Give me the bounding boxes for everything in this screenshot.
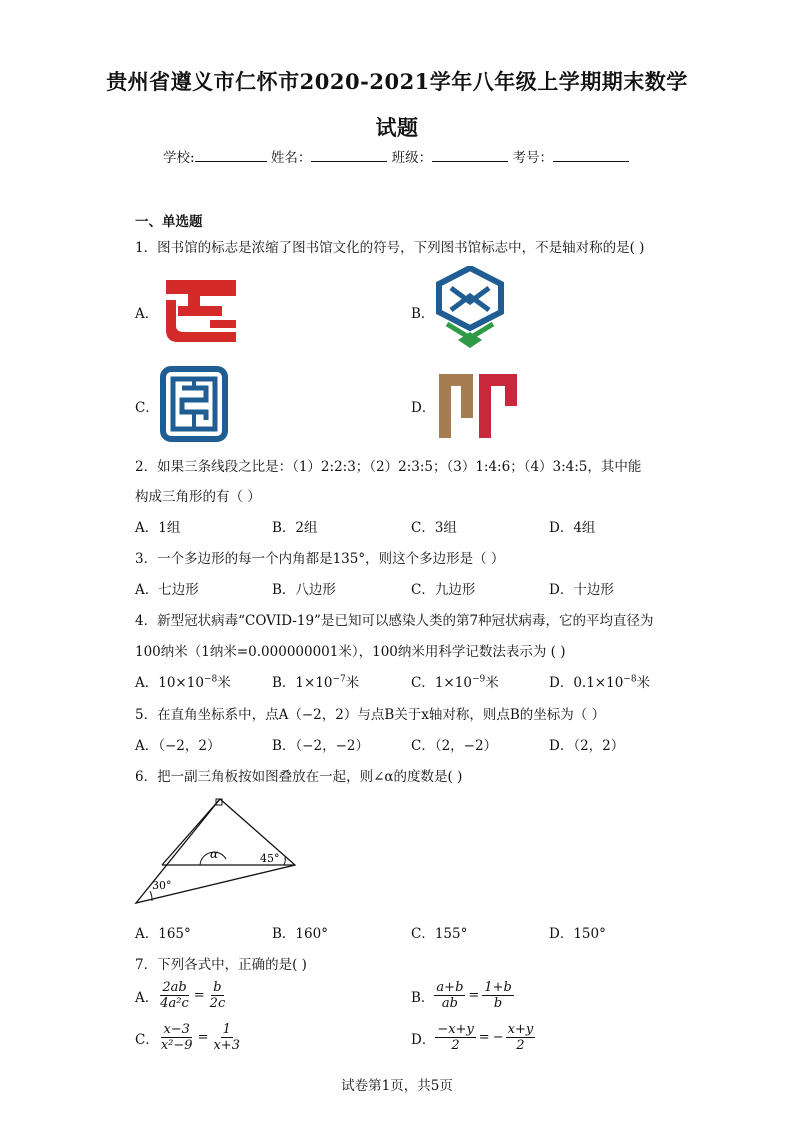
q7-option-d[interactable] <box>411 1022 535 1053</box>
q2-option-c[interactable]: C．3组 <box>411 520 457 536</box>
option-label: D． <box>549 675 574 691</box>
numerator: 1 <box>222 1022 231 1037</box>
question-7-text: 7．下列各式中，正确的是( ) <box>135 957 307 973</box>
option-label: B． <box>411 989 435 1006</box>
fraction-left <box>159 1022 195 1053</box>
option-base: 1×10 <box>434 675 472 691</box>
numerator: x+y <box>507 1022 534 1037</box>
numerator: 2ab <box>162 980 187 995</box>
angle-45-label: 45° <box>260 852 280 865</box>
question-6-text: 6．把一副三角板按如图叠放在一起，则∠α的度数是( ) <box>135 769 463 785</box>
school-label: 学校: <box>163 150 195 166</box>
option-exponent: −8 <box>203 674 218 685</box>
denominator: 2 <box>451 1038 460 1053</box>
denominator: 2 <box>516 1038 525 1053</box>
question-4-text-continued: 100纳米（1纳米=0.000000001米），100纳米用科学记数法表示为 ( ) <box>135 644 566 660</box>
section-heading: 一、单选题 <box>135 214 203 230</box>
q1-logo-a-red-icon <box>160 276 242 344</box>
equals-sign: = <box>478 1030 490 1045</box>
school-blank[interactable] <box>195 149 267 162</box>
option-label: C． <box>411 675 435 691</box>
exam-number-label: 考号： <box>512 150 553 166</box>
option-base: 0.1×10 <box>573 675 624 691</box>
q1-option-d-label: D． <box>411 400 436 416</box>
q6-triangle-figure <box>130 795 305 910</box>
q3-option-b[interactable]: B．八边形 <box>272 582 336 598</box>
class-label: 班级： <box>391 150 433 166</box>
fraction-right <box>211 1022 242 1053</box>
option-exponent: −7 <box>332 674 346 685</box>
numerator: x−3 <box>163 1022 190 1037</box>
option-unit: 米 <box>485 675 499 691</box>
q1-logo-d-open-book-icon <box>435 370 521 440</box>
equals-sign: = <box>468 988 480 1003</box>
fraction-left <box>435 1022 475 1053</box>
angle-30-label: 30° <box>152 879 172 892</box>
option-label: A． <box>135 675 159 691</box>
q6-option-b[interactable]: B．160° <box>272 926 328 942</box>
q3-option-a[interactable]: A．七边形 <box>135 582 199 598</box>
q5-option-c[interactable]: C．（2，−2） <box>411 738 498 754</box>
q6-option-d[interactable]: D．150° <box>549 926 606 942</box>
q7-option-b[interactable] <box>411 980 514 1011</box>
q7-option-a[interactable] <box>135 980 227 1011</box>
q5-option-b[interactable]: B．（−2，−2） <box>272 738 369 754</box>
numerator: b <box>213 980 222 995</box>
q2-option-d[interactable]: D．4组 <box>549 520 596 536</box>
q4-option-d[interactable] <box>549 671 650 691</box>
minus-sign: − <box>492 1030 504 1045</box>
question-5-text: 5．在直角坐标系中，点A（−2，2）与点B关于x轴对称，则点B的坐标为（ ） <box>135 707 606 723</box>
question-2-text: 2．如果三条线段之比是：（1）2:2:3；（2）2:3:5；（3）1:4:6；（4）3:4:5，其中能 <box>135 459 642 475</box>
q1-option-a-label: A． <box>135 306 159 322</box>
q2-option-b[interactable]: B．2组 <box>272 520 318 536</box>
q3-option-d[interactable]: D．十边形 <box>549 582 614 598</box>
exam-title: 贵州省遵义市仁怀市2020-2021学年八年级上学期期末数学 <box>106 69 688 94</box>
denominator: x²−9 <box>160 1038 193 1053</box>
option-label: B． <box>272 675 296 691</box>
class-blank[interactable] <box>432 149 508 162</box>
option-label: D． <box>411 1031 436 1048</box>
q7-option-c[interactable] <box>135 1022 242 1053</box>
numerator: −x+y <box>437 1022 474 1037</box>
option-label: C． <box>135 1031 159 1048</box>
denominator: ab <box>441 996 458 1011</box>
q2-option-a[interactable]: A．1组 <box>135 520 181 536</box>
fraction-left <box>434 980 465 1011</box>
q1-option-c-label: C． <box>135 400 159 416</box>
option-base: 1×10 <box>295 675 333 691</box>
denominator: 2c <box>209 996 226 1011</box>
option-exponent: −9 <box>471 674 486 685</box>
equals-sign: = <box>193 988 205 1003</box>
q1-logo-c-blue-icon <box>160 366 228 442</box>
q1-option-b-label: B． <box>411 306 435 322</box>
question-2-text-continued: 构成三角形的有（ ） <box>135 489 261 505</box>
option-label: A． <box>135 989 159 1006</box>
option-unit: 米 <box>217 675 231 691</box>
alpha-label: α <box>210 847 219 861</box>
q6-option-a[interactable]: A．165° <box>135 926 191 942</box>
option-unit: 米 <box>345 675 360 691</box>
q4-option-b[interactable] <box>272 671 359 691</box>
question-4-text: 4．新型冠状病毒“COVID-19”是已知可以感染人类的第7种冠状病毒，它的平均直径为 <box>135 613 654 629</box>
equals-sign: = <box>197 1030 209 1045</box>
fraction-left <box>158 980 191 1011</box>
numerator: a+b <box>436 980 464 995</box>
q5-option-a[interactable]: A．（−2，2） <box>135 738 221 754</box>
q4-option-a[interactable] <box>135 671 231 691</box>
numerator: 1+b <box>484 980 512 995</box>
denominator: x+3 <box>213 1038 240 1053</box>
q1-logo-b-hexagon-icon <box>435 266 505 350</box>
fraction-right <box>208 980 228 1011</box>
option-exponent: −8 <box>623 674 637 685</box>
fraction-right <box>506 1022 536 1053</box>
q5-option-d[interactable]: D．（2，2） <box>549 738 625 754</box>
exam-title-continued: 试题 <box>375 115 419 140</box>
denominator: b <box>493 996 503 1011</box>
page-footer: 试卷第1页，共5页 <box>341 1078 453 1094</box>
option-unit: 米 <box>636 675 651 691</box>
denominator: 4a²c <box>160 996 189 1011</box>
q3-option-c[interactable]: C．九边形 <box>411 582 476 598</box>
option-base: 10×10 <box>158 675 204 691</box>
name-label: 姓名： <box>270 150 312 166</box>
name-blank[interactable] <box>311 149 387 162</box>
student-info-line <box>163 146 629 166</box>
question-3-text: 3．一个多边形的每一个内角都是135°，则这个多边形是（ ） <box>135 551 505 567</box>
q4-option-c[interactable] <box>411 671 499 691</box>
fraction-right <box>482 980 514 1011</box>
question-1-text: 1．图书馆的标志是浓缩了图书馆文化的符号，下列图书馆标志中，不是轴对称的是( ) <box>135 240 645 256</box>
q6-option-c[interactable]: C．155° <box>411 926 468 942</box>
exam-number-blank[interactable] <box>553 149 629 162</box>
